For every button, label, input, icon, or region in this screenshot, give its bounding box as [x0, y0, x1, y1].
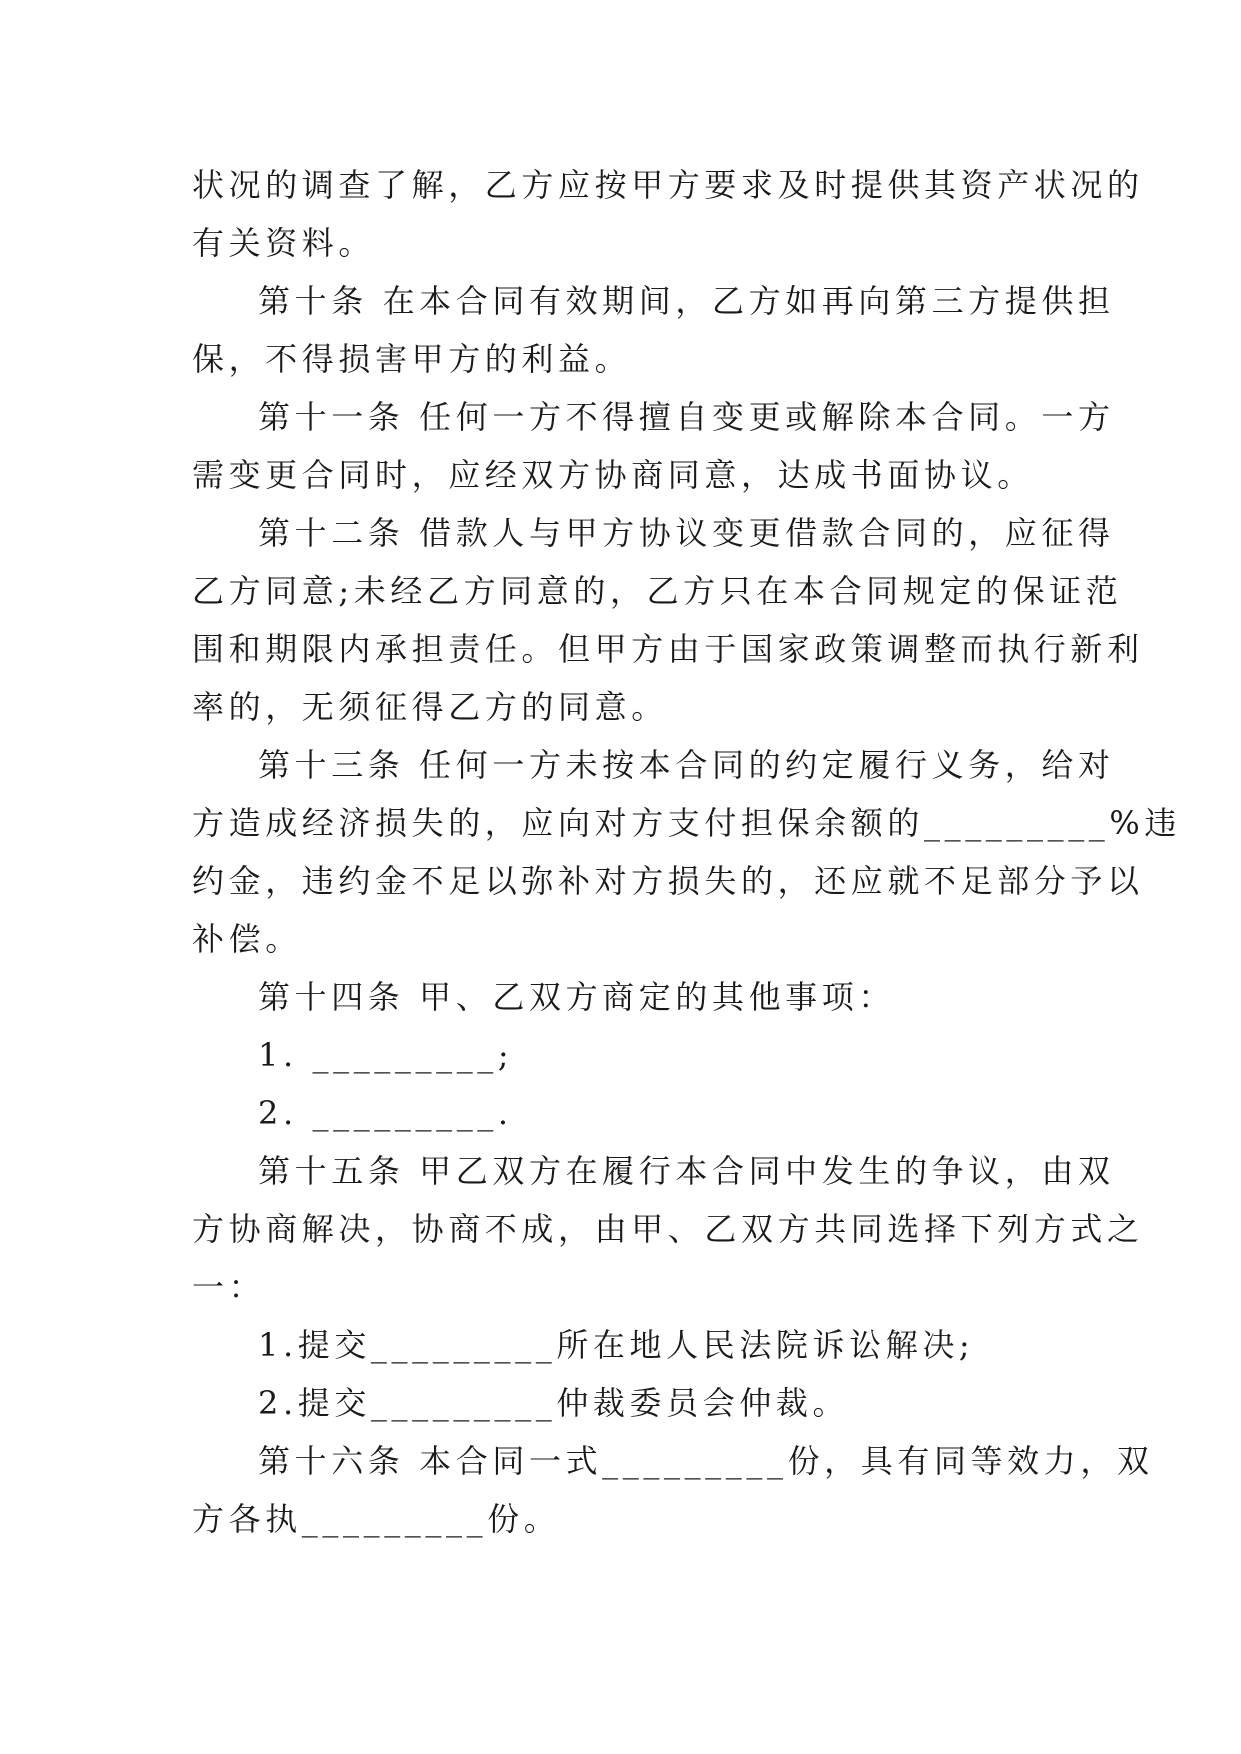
text-line: 需变更合同时，应经双方协商同意，达成书面协议。 — [192, 456, 1034, 494]
list-item: 1.提交_________所在地人民法院诉讼解决; — [258, 1326, 975, 1364]
article-15-line: 第十五条 甲乙双方在履行本合同中发生的争议，由双 — [258, 1152, 1115, 1190]
list-item: 2. _________. — [258, 1094, 513, 1132]
article-12-line: 第十二条 借款人与甲方协议变更借款合同的，应征得 — [258, 514, 1115, 552]
text-line: 约金，违约金不足以弥补对方损失的，还应就不足部分予以 — [192, 862, 1144, 900]
text-line: 围和期限内承担责任。但甲方由于国家政策调整而执行新利 — [192, 630, 1144, 668]
text-line: 率的，无须征得乙方的同意。 — [192, 688, 668, 726]
text-line: 方造成经济损失的，应向对方支付担保余额的_________%违 — [192, 804, 1182, 842]
article-14-line: 第十四条 甲、乙双方商定的其他事项： — [258, 978, 895, 1016]
text-line: 状况的调查了解，乙方应按甲方要求及时提供其资产状况的 — [192, 166, 1144, 204]
list-item: 2.提交_________仲裁委员会仲裁。 — [258, 1384, 850, 1422]
article-13-line: 第十三条 任何一方未按本合同的约定履行义务，给对 — [258, 746, 1115, 784]
article-10-line: 第十条 在本合同有效期间，乙方如再向第三方提供担 — [258, 282, 1115, 320]
text-line: 有关资料。 — [192, 224, 376, 262]
text-line: 方各执_________份。 — [192, 1500, 561, 1538]
article-16-line: 第十六条 本合同一式_________份，具有同等效力，双 — [258, 1442, 1154, 1480]
text-line: 乙方同意;未经乙方同意的，乙方只在本合同规定的保证范 — [192, 572, 1123, 610]
text-line: 方协商解决，协商不成，由甲、乙双方共同选择下列方式之 — [192, 1210, 1144, 1248]
article-11-line: 第十一条 任何一方不得擅自变更或解除本合同。一方 — [258, 398, 1115, 436]
text-line: 补偿。 — [192, 920, 302, 958]
document-body — [192, 156, 1182, 1548]
list-item: 1. _________; — [258, 1036, 514, 1074]
text-line: 保，不得损害甲方的利益。 — [192, 340, 632, 378]
text-line: 一： — [192, 1268, 266, 1306]
